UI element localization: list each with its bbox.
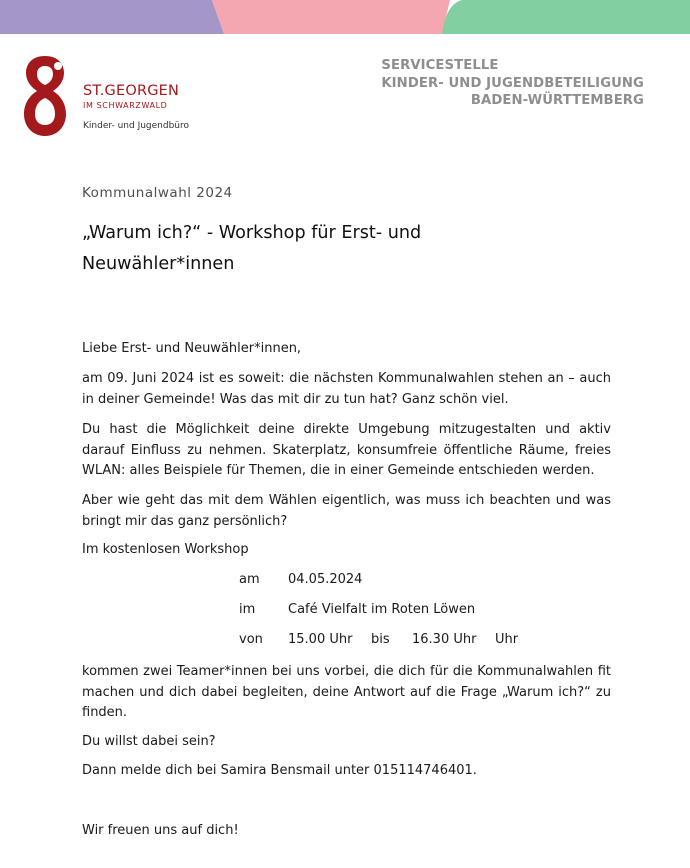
logo-office-name: Kinder- und Jugendbüro	[83, 121, 190, 131]
band-segment-green	[442, 0, 690, 34]
time-start: 15.00 Uhr	[288, 632, 353, 647]
date-value: 04.05.2024	[288, 572, 363, 587]
place-value: Café Vielfalt im Roten Löwen	[288, 602, 476, 617]
question-line: Du willst dabei sein?	[82, 734, 216, 749]
paragraph-teamers: kommen zwei Teamer*innen bei uns vorbei, die dich für die Kommunalwahlen fit machen und dich dabei begleiten, deine Antwort auf die Frage „Warum ich?“ zu finden.	[82, 664, 611, 720]
document-title: „Warum ich?“ - Workshop für Erst- und Neuwähler*innen	[82, 223, 422, 274]
band-segment-pink	[212, 0, 450, 34]
closing-line: Wir freuen uns auf dich!	[82, 823, 239, 838]
servicestelle-heading	[381, 57, 644, 110]
workshop-intro: Im kostenlosen Workshop	[82, 542, 249, 557]
paragraph-participation: Du hast die Möglichkeit deine direkte Umgebung mitzugestalten und aktiv darauf Einfluss zu nehmen. Skaterplatz, konsumfreie öffentliche Räume, freies WLAN: alles Beispiele für Themen, die in einer Gemeinde entschieden werden.	[82, 422, 611, 478]
place-label: im	[239, 602, 256, 617]
time-end: 16.30 Uhr	[412, 632, 477, 647]
contact-line: Dann melde dich bei Samira Bensmail unter 015114746401.	[82, 763, 477, 778]
time-label: von	[239, 632, 263, 647]
time-separator: bis	[371, 632, 390, 647]
paragraph-question: Aber wie geht das mit dem Wählen eigentlich, was muss ich beachten und was bringt mir das ganz persönlich?	[82, 493, 611, 529]
salutation: Liebe Erst- und Neuwähler*innen,	[82, 341, 302, 356]
band-segment-purple	[0, 0, 224, 34]
time-unit: Uhr	[495, 632, 519, 647]
servicestelle-line-3: BADEN-WÜRTTEMBERG	[470, 93, 644, 108]
date-label: am	[239, 572, 260, 587]
servicestelle-line-2: KINDER- UND JUGENDBETEILIGUNG	[381, 75, 644, 91]
logo-region: IM SCHWARZWALD	[83, 101, 168, 110]
paragraph-election-date: am 09. Juni 2024 ist es soweit: die nächsten Kommunalwahlen stehen an – auch in deiner Gemeinde! Was das mit dir zu tun hat? Ganz schön viel.	[82, 371, 611, 407]
top-color-band	[0, 0, 690, 34]
document-kicker: Kommunalwahl 2024	[82, 185, 233, 201]
st-georgen-logo-icon	[22, 54, 68, 142]
servicestelle-line-1: SERVICESTELLE	[381, 58, 499, 73]
logo-city-name: ST.GEORGEN	[83, 83, 180, 99]
